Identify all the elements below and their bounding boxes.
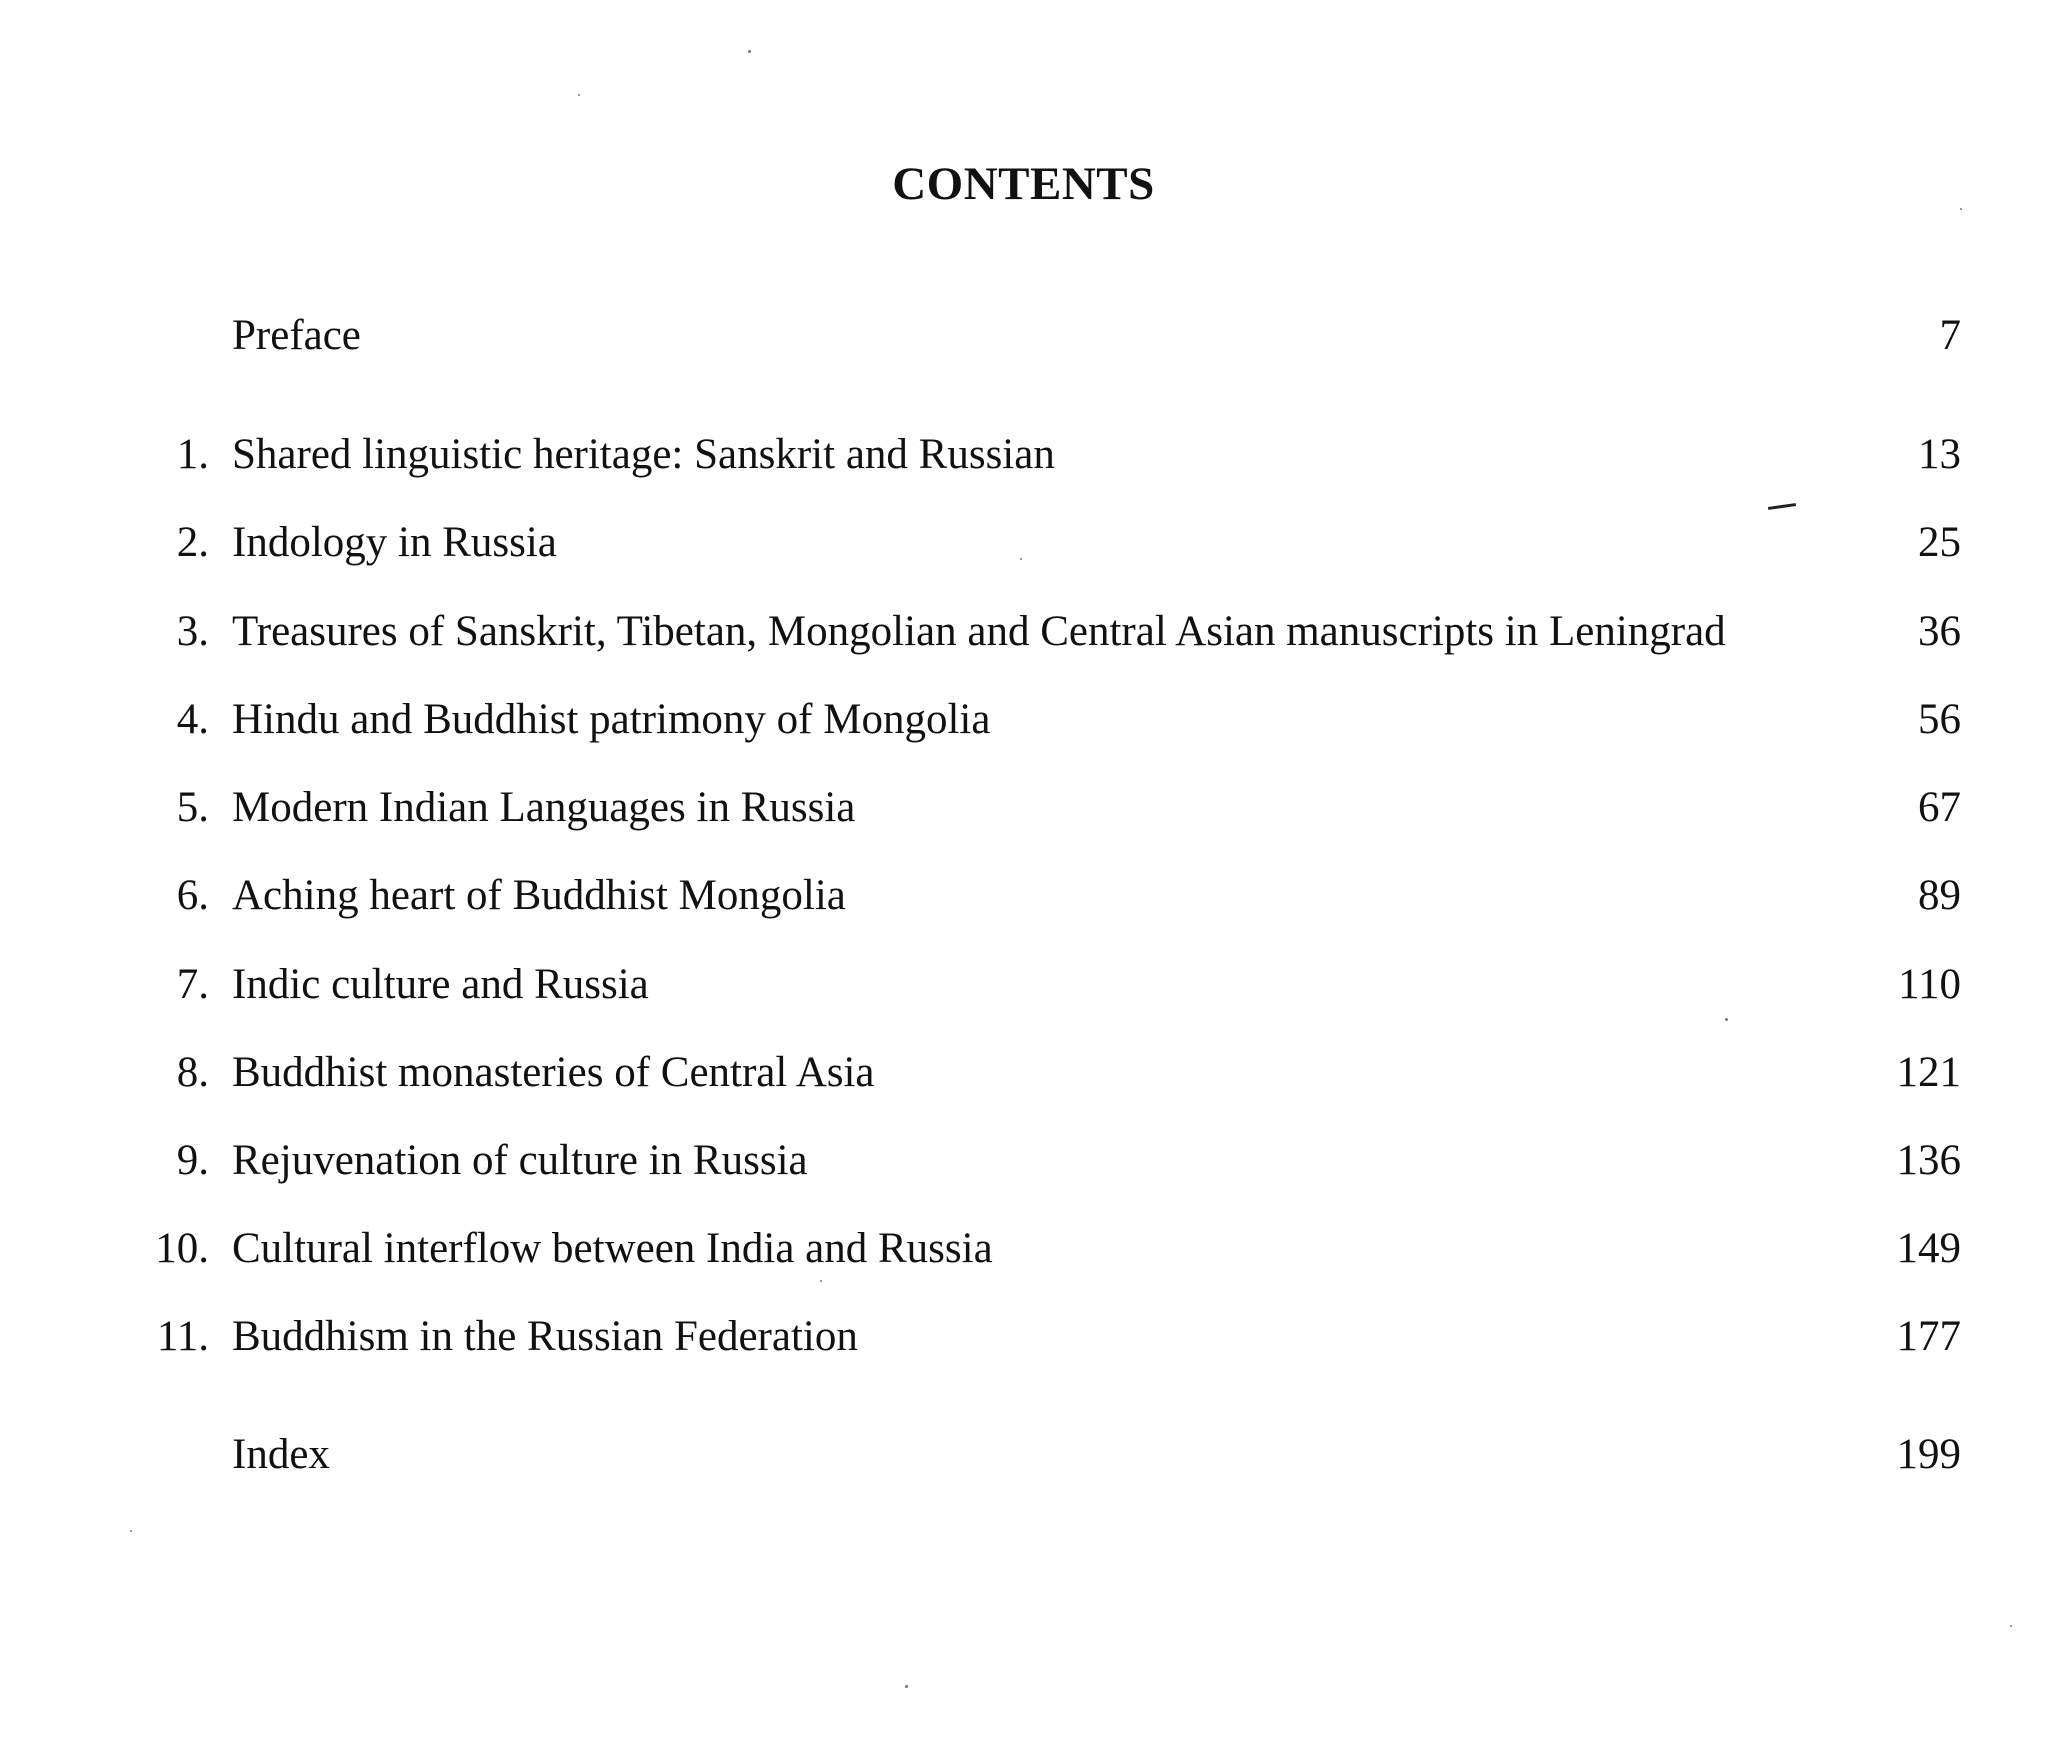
toc-entry-title: Rejuvenation of culture in Russia bbox=[232, 1137, 808, 1184]
toc-entry-page: 56 bbox=[1918, 696, 1961, 743]
toc-entry-page: 7 bbox=[1939, 312, 1961, 359]
toc-entry-title: Index bbox=[232, 1431, 330, 1478]
toc-entry-page: 13 bbox=[1918, 431, 1961, 478]
scan-speck bbox=[1020, 558, 1022, 560]
toc-entry-chapter-1 bbox=[0, 427, 2047, 483]
scan-speck bbox=[578, 94, 580, 96]
toc-entry-chapter-2 bbox=[0, 515, 2047, 571]
toc-entry-page: 149 bbox=[1896, 1225, 1961, 1272]
scan-speck bbox=[1960, 208, 1962, 210]
toc-entry-number: 7. bbox=[176, 961, 209, 1008]
toc-entry-chapter-8 bbox=[0, 1045, 2047, 1101]
toc-entry-number: 11. bbox=[156, 1313, 209, 1360]
toc-entry-page: 89 bbox=[1918, 872, 1961, 919]
toc-entry-page: 199 bbox=[1896, 1431, 1961, 1478]
toc-entry-title: Shared linguistic heritage: Sanskrit and Russian bbox=[232, 431, 1055, 478]
toc-entry-page: 36 bbox=[1918, 608, 1961, 655]
toc-entry-number: 6. bbox=[176, 872, 209, 919]
toc-entry-number: 3. bbox=[176, 608, 209, 655]
toc-entry-title: Hindu and Buddhist patrimony of Mongolia bbox=[232, 696, 991, 743]
toc-entry-number: 2. bbox=[176, 519, 209, 566]
toc-entry-page: 177 bbox=[1896, 1313, 1961, 1360]
toc-entry-chapter-11 bbox=[0, 1309, 2047, 1365]
toc-entry-chapter-3 bbox=[0, 604, 2047, 660]
scan-speck bbox=[820, 1280, 822, 1282]
toc-entry-title: Buddhism in the Russian Federation bbox=[232, 1313, 858, 1360]
toc-entry-chapter-9 bbox=[0, 1133, 2047, 1189]
toc-entry-title: Aching heart of Buddhist Mongolia bbox=[232, 872, 846, 919]
toc-entry-chapter-5 bbox=[0, 780, 2047, 836]
toc-entry-number: 10. bbox=[155, 1225, 209, 1272]
toc-entry-chapter-7 bbox=[0, 957, 2047, 1013]
toc-entry-index bbox=[0, 1427, 2047, 1483]
toc-entry-chapter-10 bbox=[0, 1221, 2047, 1277]
toc-entry-title: Preface bbox=[232, 312, 361, 359]
scan-mark bbox=[1768, 503, 1796, 510]
toc-entry-number: 9. bbox=[176, 1137, 209, 1184]
scan-speck bbox=[748, 50, 751, 53]
toc-entry-number: 4. bbox=[176, 696, 209, 743]
scan-speck bbox=[1725, 1018, 1728, 1021]
scan-speck bbox=[2010, 1625, 2012, 1627]
toc-entry-page: 136 bbox=[1896, 1137, 1961, 1184]
toc-entry-page: 25 bbox=[1918, 519, 1961, 566]
toc-entry-title: Indology in Russia bbox=[232, 519, 557, 566]
toc-entry-chapter-6 bbox=[0, 868, 2047, 924]
toc-entry-number: 5. bbox=[176, 784, 209, 831]
toc-entry-page: 121 bbox=[1896, 1049, 1961, 1096]
toc-entry-chapter-4 bbox=[0, 692, 2047, 748]
toc-entry-number: 1. bbox=[176, 431, 209, 478]
toc-entry-title: Indic culture and Russia bbox=[232, 961, 649, 1008]
toc-entry-title: Cultural interflow between India and Russia bbox=[232, 1225, 993, 1272]
scan-speck bbox=[130, 1530, 132, 1532]
scan-speck bbox=[905, 1685, 908, 1688]
toc-entry-number: 8. bbox=[176, 1049, 209, 1096]
toc-entry-page: 67 bbox=[1918, 784, 1961, 831]
toc-entry-preface bbox=[0, 308, 2047, 364]
page-title: CONTENTS bbox=[892, 158, 1155, 210]
toc-entry-page: 110 bbox=[1898, 961, 1961, 1008]
toc-entry-title: Buddhist monasteries of Central Asia bbox=[232, 1049, 875, 1096]
toc-entry-title: Modern Indian Languages in Russia bbox=[232, 784, 856, 831]
toc-entry-title: Treasures of Sanskrit, Tibetan, Mongolian and Central Asian manuscripts in Leningrad bbox=[232, 608, 1726, 655]
